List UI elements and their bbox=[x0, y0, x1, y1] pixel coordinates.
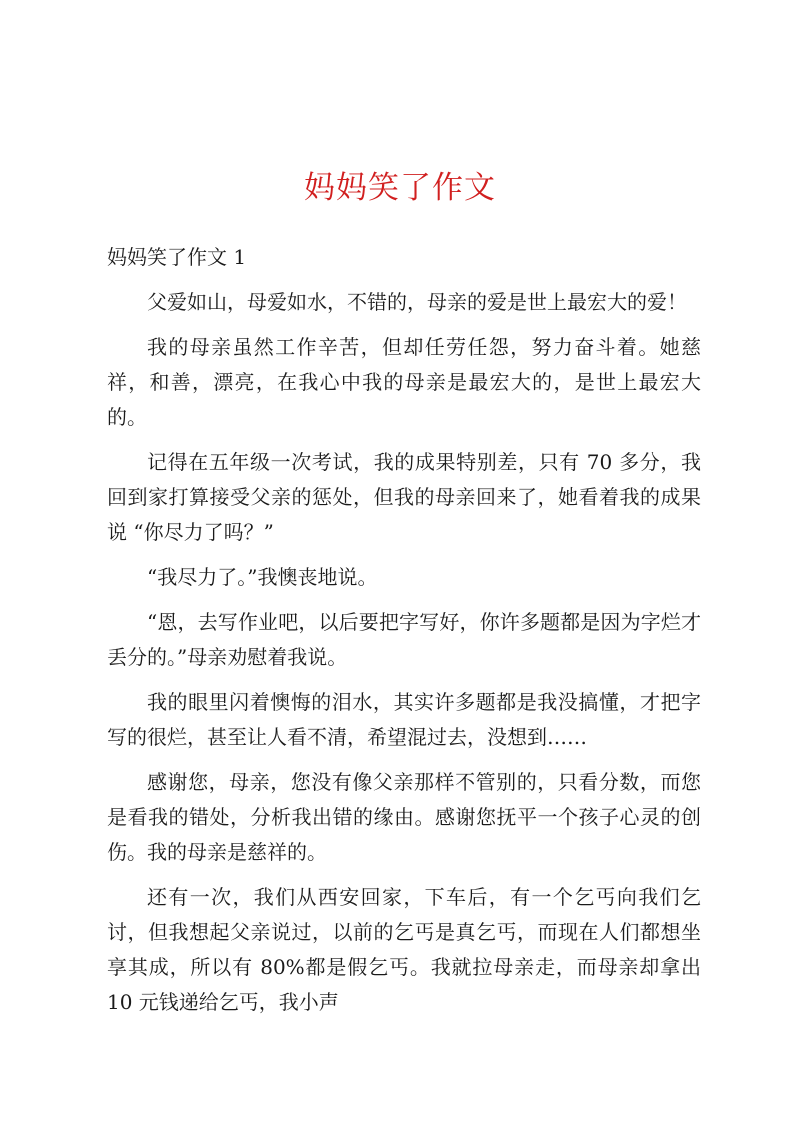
paragraph-1: 父爱如山，母爱如水，不错的，母亲的爱是世上最宏大的爱！ bbox=[147, 290, 687, 314]
document-title: 妈妈笑了作文 bbox=[304, 170, 496, 206]
paragraph-7: 感谢您，母亲，您没有像父亲那样不管别的，只看分数，而您是看我的错处，分析我出错的缘由。感谢您抚平一个孩子心灵的创伤。我的母亲是慈祥的。 bbox=[107, 770, 701, 864]
paragraph-2: 我的母亲虽然工作辛苦，但却任劳任怨，努力奋斗着。她慈祥，和善，漂亮，在我心中我的母亲是最宏大的，是世上最宏大的。 bbox=[107, 335, 701, 429]
paragraph-5: “恩，去写作业吧，以后要把字写好，你许多题都是因为字烂才丢分的。”母亲劝慰着我说。 bbox=[107, 610, 701, 669]
paragraph-4: “我尽力了。”我懊丧地说。 bbox=[147, 565, 378, 589]
document-body bbox=[107, 240, 701, 1030]
section-heading: 妈妈笑了作文 1 bbox=[107, 245, 247, 269]
paragraph-3: 记得在五年级一次考试，我的成果特别差，只有 70 多分，我回到家打算接受父亲的惩处，但我的母亲回来了，她看着我的成果说 “你尽力了吗？” bbox=[107, 450, 701, 544]
paragraph-8: 还有一次，我们从西安回家，下车后，有一个乞丐向我们乞讨，但我想起父亲说过，以前的乞丐是真乞丐，而现在人们都想坐享其成，所以有 80%都是假乞丐。我就拉母亲走，而母亲却拿出 10 元钱递给乞丐，我小声 bbox=[107, 885, 701, 1014]
paragraph-6: 我的眼里闪着懊悔的泪水，其实许多题都是我没搞懂，才把字写的很烂，甚至让人看不清，希望混过去，没想到…… bbox=[107, 690, 701, 749]
